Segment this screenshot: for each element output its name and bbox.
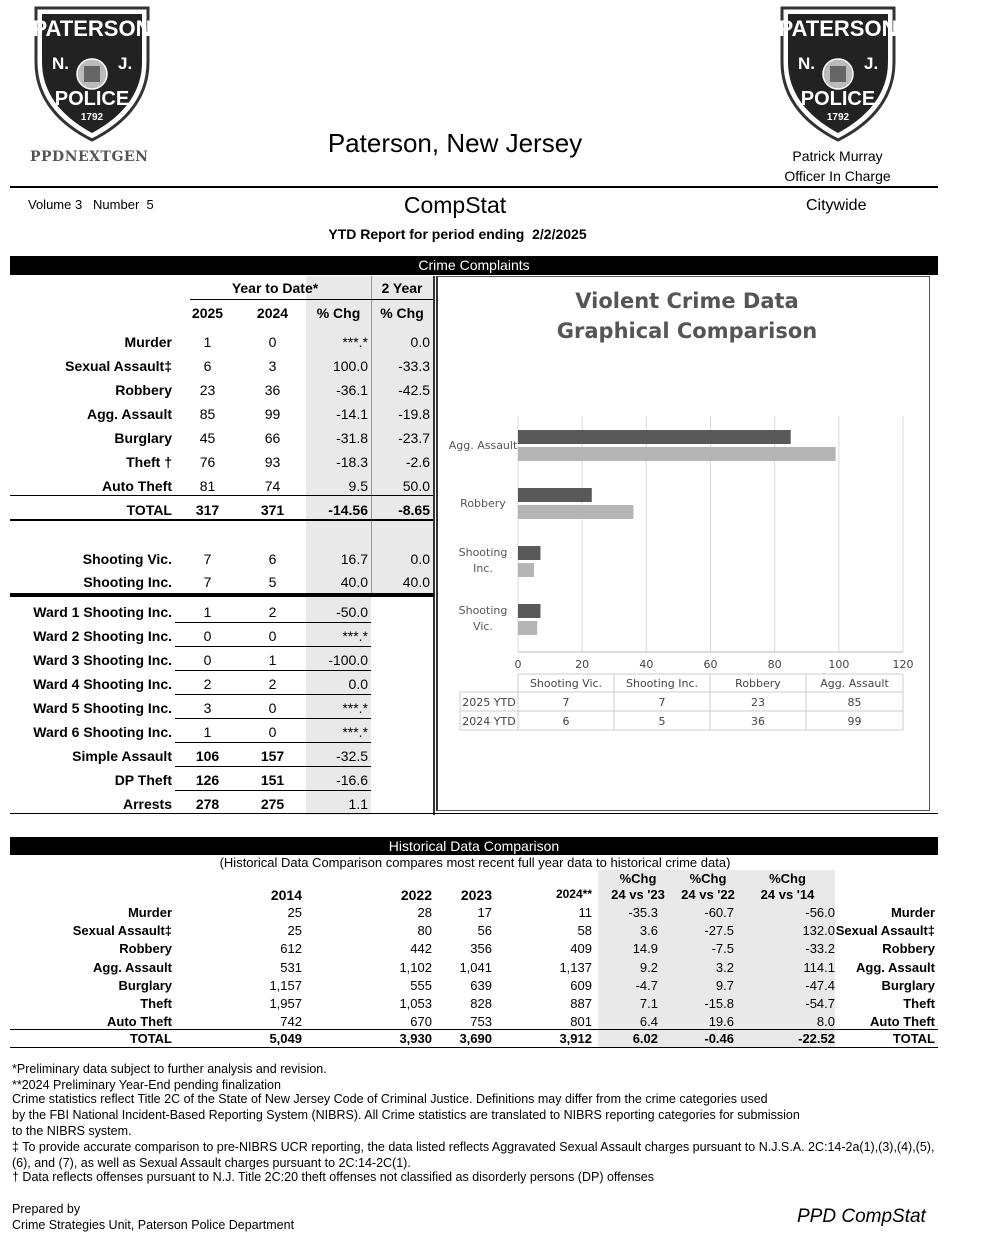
category-axis-label: Vic. xyxy=(473,620,493,633)
section-rule xyxy=(10,813,938,814)
col-2025-header: 2025 xyxy=(191,305,224,321)
violent-crime-chart xyxy=(438,278,928,808)
table-value: 99 xyxy=(847,715,862,728)
value-2025: 278 xyxy=(195,796,220,812)
row-label: Agg. Assault xyxy=(86,406,172,422)
value-pct-change: ***.* xyxy=(342,334,368,350)
hist-value-y2022: 670 xyxy=(410,1014,432,1030)
value-2025: 81 xyxy=(199,478,216,494)
bar-2025-ytd xyxy=(518,546,540,560)
row-label: Ward 2 Shooting Inc. xyxy=(33,628,172,644)
col-pct-header: % Chg xyxy=(316,305,361,321)
brand-logo-text: PPDNEXTGEN xyxy=(30,149,149,165)
hist-value-y2024: 409 xyxy=(570,941,592,957)
value-pct-change: -16.6 xyxy=(336,772,368,788)
value-2025: 23 xyxy=(199,382,216,398)
hist-value-c3: -56.0 xyxy=(805,905,835,920)
hist-value-y2014: 1,957 xyxy=(269,996,302,1011)
value-2024: 151 xyxy=(260,772,285,788)
value-pct-change: 0.0 xyxy=(348,676,368,692)
footnote-line: to the NIBRS system. xyxy=(12,1124,132,1138)
two-year-header: 2 Year xyxy=(381,280,423,296)
row-label: Ward 4 Shooting Inc. xyxy=(33,676,172,692)
table-value: 6 xyxy=(562,715,570,728)
value-2025: 3 xyxy=(203,700,212,716)
total-pct: -14.56 xyxy=(328,502,368,518)
value-pct-change: 100.0 xyxy=(332,358,368,374)
hist-value-y2022: 442 xyxy=(410,941,432,957)
value-pct-change: -31.8 xyxy=(336,430,368,446)
value-pct-change: -36.1 xyxy=(336,382,368,398)
value-two-year: 50.0 xyxy=(402,478,430,494)
hist-value-c1: 14.9 xyxy=(632,941,658,957)
value-two-year: -33.3 xyxy=(398,358,430,374)
badge-bottom-text: POLICE xyxy=(800,88,876,110)
hist-value-y2023: 17 xyxy=(477,905,492,920)
value-2025: 2 xyxy=(203,676,212,692)
badge-year-text: 1792 xyxy=(80,112,104,123)
hist-value-y2023: 639 xyxy=(470,977,492,993)
total-pct2: -8.65 xyxy=(398,502,430,518)
value-2025: 106 xyxy=(195,748,220,764)
table-value: 36 xyxy=(751,715,765,728)
table-value: 85 xyxy=(847,696,862,709)
hist-value-y2024: 609 xyxy=(570,977,592,993)
table-category-header: Shooting Vic. xyxy=(529,677,603,690)
x-tick-label: 20 xyxy=(575,658,590,671)
hist-row-label: Robbery xyxy=(119,941,172,957)
hist-row-label: Auto Theft xyxy=(107,1014,172,1030)
value-2025: 0 xyxy=(203,652,212,668)
value-2024: 0 xyxy=(268,700,277,716)
value-2024: 6 xyxy=(268,551,277,567)
value-2025: 126 xyxy=(195,772,220,788)
scope-label: Citywide xyxy=(806,197,867,214)
value-2025: 45 xyxy=(199,430,216,446)
footnote-line: **2024 Preliminary Year-End pending finalization xyxy=(12,1078,281,1092)
value-two-year: 40.0 xyxy=(402,574,430,590)
hist-value-y2014: 531 xyxy=(280,959,302,975)
hist-row-label-right: Robbery xyxy=(882,941,935,957)
category-axis-label: Robbery xyxy=(460,497,506,510)
hist-value-y2022: 3,930 xyxy=(399,1031,432,1046)
category-axis-label: Inc. xyxy=(473,562,493,575)
hist-value-y2024: 801 xyxy=(570,1014,592,1030)
value-2024: 0 xyxy=(268,724,277,740)
value-2025: 0 xyxy=(203,628,212,644)
crime-complaints-header: Crime Complaints xyxy=(10,256,938,275)
hist-value-c1: 7.1 xyxy=(639,996,658,1011)
total-bottom-rule xyxy=(10,519,433,521)
row-underline xyxy=(175,718,371,719)
compare-header-c3: 24 vs '14 xyxy=(760,887,815,902)
hist-row-label-right: Agg. Assault xyxy=(856,959,935,975)
hist-value-y2014: 1,157 xyxy=(269,977,302,993)
hist-value-y2023: 828 xyxy=(470,996,492,1011)
bar-2024-ytd xyxy=(518,621,537,635)
hist-value-y2014: 742 xyxy=(280,1014,302,1030)
hist-row-label: Murder xyxy=(127,905,172,920)
category-axis-label: Shooting xyxy=(458,546,508,559)
hist-value-c2: -60.7 xyxy=(704,905,734,920)
police-badge-logo-right xyxy=(776,2,900,144)
row-label: Ward 3 Shooting Inc. xyxy=(33,652,172,668)
category-axis-label: Agg. Assault xyxy=(448,439,518,452)
hist-value-y2024: 11 xyxy=(578,905,592,920)
footnote-line: † Data reflects offenses pursuant to N.J. Title 2C:20 theft offenses not classified as disorderly persons (DP) offenses xyxy=(12,1170,654,1184)
row-label: Simple Assault xyxy=(72,748,172,764)
value-two-year: 0.0 xyxy=(410,334,430,350)
historical-header: Historical Data Comparison xyxy=(10,837,938,855)
table-value: 7 xyxy=(658,696,666,709)
hist-value-c1: 3.6 xyxy=(639,923,658,939)
value-2024: 2 xyxy=(268,676,277,692)
value-pct-change: 40.0 xyxy=(340,574,368,590)
hist-row-label: TOTAL xyxy=(129,1031,172,1046)
row-underline xyxy=(175,694,371,695)
table-value: 7 xyxy=(562,696,570,709)
hist-value-y2024: 58 xyxy=(577,923,592,939)
prepared-unit: Crime Strategies Unit, Paterson Police Department xyxy=(12,1218,295,1232)
value-pct-change: 16.7 xyxy=(340,551,368,567)
row-label: Shooting Vic. xyxy=(82,551,172,567)
value-2024: 2 xyxy=(268,604,277,620)
hist-value-c3: -54.7 xyxy=(805,996,835,1011)
hist-value-c3: -47.4 xyxy=(805,977,835,993)
value-2024: 3 xyxy=(268,358,277,374)
hist-value-c2: -7.5 xyxy=(711,941,734,957)
value-2024: 74 xyxy=(264,478,281,494)
row-label: Shooting Inc. xyxy=(83,574,172,590)
footnote-line: ‡ To provide accurate comparison to pre-NIBRS UCR reporting, the data listed reflects Aggravated Sexual Assault charges pursuant to N.J.S.A. 2C:14-2a(1),(3),(4),(5), xyxy=(12,1140,935,1154)
row-underline xyxy=(175,670,371,671)
hist-value-c1: 6.02 xyxy=(632,1031,658,1046)
row-underline xyxy=(175,742,371,743)
hist-value-y2023: 3,690 xyxy=(459,1031,492,1046)
row-label: Sexual Assault‡ xyxy=(65,358,172,374)
report-name: CompStat xyxy=(403,192,507,218)
row-label: Arrests xyxy=(122,796,172,812)
value-2024: 157 xyxy=(260,748,285,764)
value-pct-change: ***.* xyxy=(342,628,368,644)
pct-word-c1: %Chg xyxy=(619,871,657,886)
row-underline xyxy=(175,790,371,791)
value-pct-change: -100.0 xyxy=(328,652,368,668)
value-2025: 6 xyxy=(203,358,212,374)
value-2024: 99 xyxy=(264,406,281,422)
value-2025: 1 xyxy=(203,724,212,740)
hist-value-y2023: 56 xyxy=(477,923,492,939)
hist-value-c3: 132.0 xyxy=(802,923,835,939)
hist-row-label: Agg. Assault xyxy=(93,959,172,975)
hist-row-label: Sexual Assault‡ xyxy=(72,923,172,939)
value-2024: 5 xyxy=(268,574,277,590)
volume-number: Volume 3 Number 5 xyxy=(28,197,154,212)
bar-2025-ytd xyxy=(518,430,791,444)
hist-row-label-right: Burglary xyxy=(881,977,935,993)
prepared-by: Prepared by xyxy=(12,1202,81,1216)
footnote-line: *Preliminary data subject to further analysis and revision. xyxy=(12,1062,327,1076)
row-label: Theft † xyxy=(126,454,172,470)
hist-total-rule xyxy=(10,1029,938,1030)
value-two-year: -19.8 xyxy=(398,406,430,422)
value-pct-change: -50.0 xyxy=(336,604,368,620)
table-category-header: Agg. Assault xyxy=(820,677,889,690)
hist-value-y2022: 555 xyxy=(410,977,432,993)
value-pct-change: -14.1 xyxy=(336,406,368,422)
hist-value-y2024: 887 xyxy=(570,996,592,1011)
x-tick-label: 80 xyxy=(767,658,782,671)
hist-value-c2: 3.2 xyxy=(715,959,734,975)
badge-nj-left: N. xyxy=(798,54,815,73)
hist-value-c2: 19.6 xyxy=(708,1014,734,1030)
chart-title-line1: Violent Crime Data xyxy=(575,289,799,313)
col-pct2-header: % Chg xyxy=(380,305,424,321)
footnote-line: (6), and (7), as well as Sexual Assault charges pursuant to 2C:14-2C(1). xyxy=(12,1156,411,1170)
bar-2024-ytd xyxy=(518,447,836,461)
hist-value-y2014: 612 xyxy=(280,941,302,957)
badge-nj-right: J. xyxy=(118,54,133,73)
row-underline xyxy=(175,646,371,647)
historical-subtitle: (Historical Data Comparison compares most recent full year data to historical crime data) xyxy=(219,855,731,870)
row-underline xyxy=(175,622,371,623)
value-2024: 275 xyxy=(260,796,285,812)
total-v2025: 317 xyxy=(195,502,220,518)
header-rule xyxy=(10,186,938,188)
bar-2025-ytd xyxy=(518,604,540,618)
police-badge-logo-left xyxy=(30,2,154,144)
hist-total-bottom xyxy=(10,1047,938,1048)
badge-nj-left: N. xyxy=(52,54,69,73)
x-tick-label: 0 xyxy=(514,658,522,671)
hist-value-c1: 9.2 xyxy=(639,959,658,975)
pct-word-c2: %Chg xyxy=(689,871,727,886)
compare-header-c1: 24 vs '23 xyxy=(611,887,665,902)
hist-value-y2014: 25 xyxy=(287,923,302,939)
table-category-header: Shooting Inc. xyxy=(626,677,698,690)
left-table-border xyxy=(433,276,435,815)
shooting-bottom-rule xyxy=(10,593,434,597)
category-axis-label: Shooting xyxy=(458,604,508,617)
value-pct-change: -32.5 xyxy=(336,748,368,764)
officer-title: Officer In Charge xyxy=(784,168,891,184)
col-2024-header: 2024 xyxy=(256,305,289,321)
row-label: Auto Theft xyxy=(102,478,172,494)
report-period: YTD Report for period ending 2/2/2025 xyxy=(328,226,587,242)
value-2025: 7 xyxy=(203,551,212,567)
hist-value-c1: -4.7 xyxy=(635,977,658,993)
table-value: 23 xyxy=(751,696,765,709)
value-two-year: -23.7 xyxy=(398,430,430,446)
hist-value-c3: -22.52 xyxy=(798,1031,835,1046)
value-two-year: -42.5 xyxy=(398,382,430,398)
hist-value-y2022: 80 xyxy=(417,923,432,939)
hist-row-label: Theft xyxy=(140,996,172,1011)
hist-value-y2024: 3,912 xyxy=(559,1031,592,1046)
badge-top-text: PATERSON xyxy=(778,16,898,41)
compare-header-c2: 24 vs '22 xyxy=(681,887,735,902)
value-2024: 0 xyxy=(268,628,277,644)
chart-title-line2: Graphical Comparison xyxy=(556,319,818,343)
bar-2024-ytd xyxy=(518,505,634,519)
value-pct-change: -18.3 xyxy=(336,454,368,470)
hist-row-label: Burglary xyxy=(118,977,172,993)
hist-value-c2: -15.8 xyxy=(704,996,734,1011)
value-2024: 66 xyxy=(264,430,281,446)
hist-value-y2024: 1,137 xyxy=(559,959,592,975)
hist-value-c2: -27.5 xyxy=(704,923,734,939)
value-2024: 93 xyxy=(264,454,281,470)
hist-value-c3: 8.0 xyxy=(816,1014,835,1030)
table-category-header: Robbery xyxy=(735,677,781,690)
table-series-name: 2024 YTD xyxy=(462,715,516,728)
header-underline xyxy=(190,299,433,300)
x-tick-label: 40 xyxy=(639,658,654,671)
x-tick-label: 100 xyxy=(828,658,850,671)
value-2025: 1 xyxy=(203,334,212,350)
value-two-year: 0.0 xyxy=(410,551,430,567)
value-pct-change: ***.* xyxy=(342,724,368,740)
hist-value-c1: 6.4 xyxy=(639,1014,658,1030)
value-2024: 36 xyxy=(264,382,281,398)
value-two-year: -2.6 xyxy=(405,454,430,470)
col-2022-header: 2022 xyxy=(400,887,432,903)
x-tick-label: 60 xyxy=(703,658,718,671)
value-2025: 76 xyxy=(199,454,216,470)
officer-name: Patrick Murray xyxy=(792,148,883,164)
row-label: Robbery xyxy=(115,382,172,398)
bar-2024-ytd xyxy=(518,563,534,577)
row-label: Burglary xyxy=(114,430,172,446)
pct-word-c3: %Chg xyxy=(769,871,806,886)
total-label: TOTAL xyxy=(126,502,172,518)
row-label: Ward 6 Shooting Inc. xyxy=(33,724,172,740)
hist-value-c3: -33.2 xyxy=(805,941,835,957)
hist-value-y2023: 753 xyxy=(470,1014,492,1030)
value-pct-change: ***.* xyxy=(342,700,368,716)
total-v2024: 371 xyxy=(260,502,285,518)
hist-value-c2: -0.46 xyxy=(704,1031,734,1046)
value-2024: 1 xyxy=(268,652,277,668)
value-pct-change: 9.5 xyxy=(348,478,368,494)
table-series-name: 2025 YTD xyxy=(462,696,516,709)
row-label: Ward 5 Shooting Inc. xyxy=(33,700,172,716)
hist-value-y2014: 5,049 xyxy=(269,1031,302,1046)
hist-row-label-right: Auto Theft xyxy=(870,1014,935,1030)
col-2023-header: 2023 xyxy=(460,887,492,903)
badge-top-text: PATERSON xyxy=(32,16,152,41)
value-2024: 0 xyxy=(268,334,277,350)
hist-value-c1: -35.3 xyxy=(628,905,658,920)
table-value: 5 xyxy=(658,715,666,728)
total-top-rule xyxy=(10,495,433,496)
footnote-line: by the FBI National Incident-Based Reporting System (NIBRS). All Crime statistics are translated to NIBRS reporting categories for submission xyxy=(12,1108,800,1122)
hist-value-y2022: 1,053 xyxy=(399,996,432,1011)
row-label: Murder xyxy=(124,334,172,350)
hist-row-label-right: TOTAL xyxy=(892,1031,935,1046)
row-label: Ward 1 Shooting Inc. xyxy=(33,604,172,620)
hist-row-label-right: Theft xyxy=(903,996,935,1011)
footnote-line: Crime statistics reflect Title 2C of the State of New Jersey Code of Criminal Justice. Definitions may differ from the crime categories used xyxy=(12,1092,768,1106)
ytd-header: Year to Date* xyxy=(231,280,319,296)
hist-value-c3: 114.1 xyxy=(803,959,835,975)
value-2025: 1 xyxy=(203,604,212,620)
col-2024-header: 2024** xyxy=(555,887,592,901)
hist-value-y2023: 1,041 xyxy=(459,959,492,975)
hist-value-c2: 9.7 xyxy=(715,977,734,993)
city-title: Paterson, New Jersey xyxy=(327,128,583,158)
value-2025: 7 xyxy=(203,574,212,590)
value-pct-change: 1.1 xyxy=(348,796,368,812)
hist-value-y2022: 1,102 xyxy=(399,959,432,975)
bar-2025-ytd xyxy=(518,488,592,502)
value-2025: 85 xyxy=(199,406,216,422)
badge-year-text: 1792 xyxy=(826,112,850,123)
hist-value-y2023: 356 xyxy=(470,941,492,957)
badge-bottom-text: POLICE xyxy=(54,88,130,110)
hist-row-label-right: Murder xyxy=(890,905,935,920)
hist-value-y2014: 25 xyxy=(287,905,302,920)
row-label: DP Theft xyxy=(114,772,172,788)
row-underline xyxy=(175,766,371,767)
col-2014-header: 2014 xyxy=(270,887,302,903)
x-tick-label: 120 xyxy=(892,658,914,671)
badge-nj-right: J. xyxy=(864,54,879,73)
hist-row-label-right: Sexual Assault‡ xyxy=(835,923,935,939)
footer-brand: PPD CompStat xyxy=(797,1206,926,1227)
hist-value-y2022: 28 xyxy=(417,905,432,920)
